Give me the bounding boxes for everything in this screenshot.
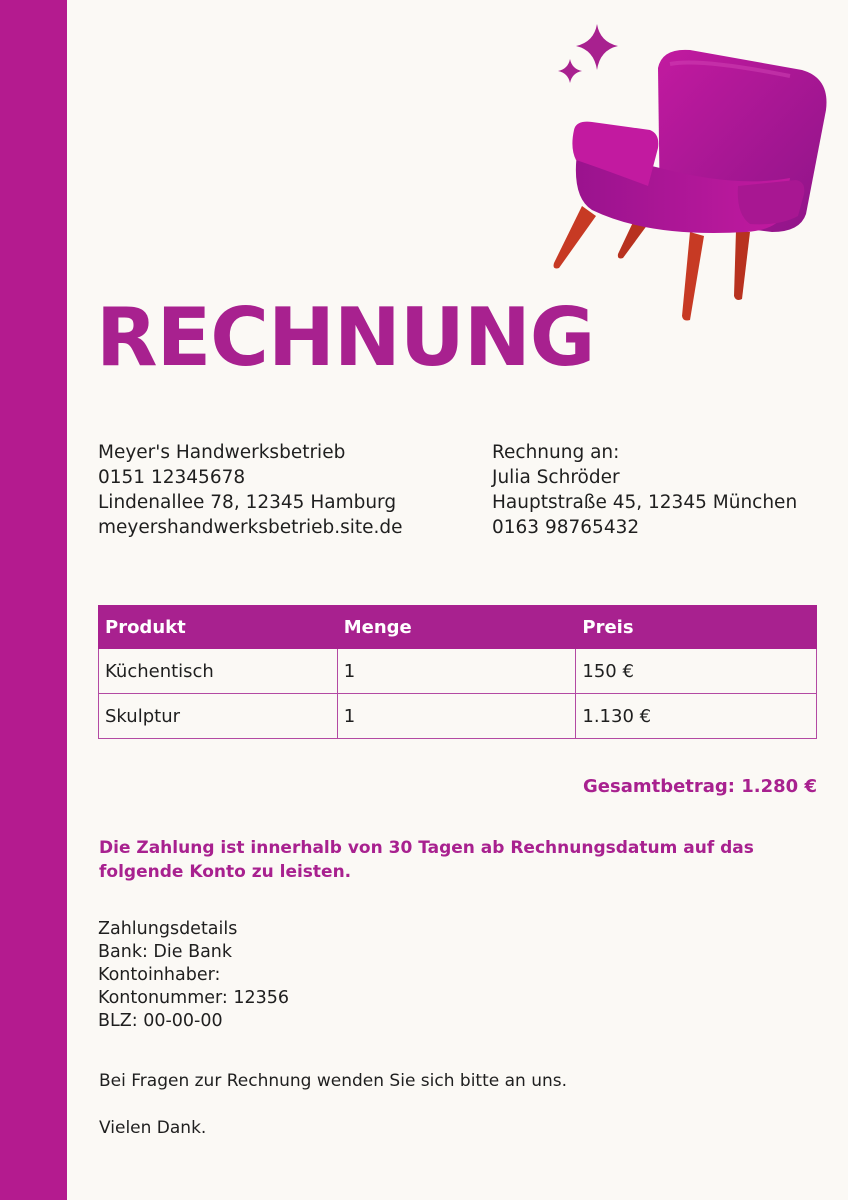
total-amount: Gesamtbetrag: 1.280 €: [583, 776, 817, 797]
table-header-row: [99, 606, 817, 649]
cell-product: Skulptur: [99, 694, 338, 739]
sender-address: Lindenallee 78, 12345 Hamburg: [98, 492, 397, 513]
armchair-icon: [554, 50, 827, 321]
armchair-illustration: [540, 18, 840, 328]
payment-terms-note: Die Zahlung ist innerhalb von 30 Tagen ab Rechnungsdatum auf das folgende Konto zu leisten.: [99, 838, 754, 882]
cell-price: 1.130 €: [576, 694, 817, 739]
table-row: [99, 649, 817, 694]
cell-price: 150 €: [576, 649, 817, 694]
recipient-phone: 0163 98765432: [492, 517, 640, 538]
invoice-title: RECHNUNG: [96, 291, 595, 384]
table-row: [99, 694, 817, 739]
column-header-quantity: Menge: [337, 606, 576, 649]
payment-account-number: Kontonummer: 12356: [98, 988, 290, 1008]
decorative-sidebar: [0, 0, 67, 1200]
column-header-price: Preis: [576, 606, 817, 649]
payment-details-block: [98, 918, 289, 1033]
cell-quantity: 1: [337, 649, 576, 694]
payment-blz: BLZ: 00-00-00: [98, 1011, 223, 1031]
sender-phone: 0151 12345678: [98, 467, 246, 488]
sender-address-block: [98, 440, 403, 540]
payment-bank: Bank: Die Bank: [98, 942, 233, 962]
sparkle-icon: [558, 24, 618, 83]
payment-holder: Kontoinhaber:: [98, 965, 221, 985]
recipient-address-block: [492, 440, 797, 540]
recipient-address: Hauptstraße 45, 12345 München: [492, 492, 798, 513]
sender-name: Meyer's Handwerksbetrieb: [98, 442, 346, 463]
recipient-name: Julia Schröder: [492, 467, 620, 488]
sender-website: meyershandwerksbetrieb.site.de: [98, 517, 403, 538]
payment-heading: Zahlungsdetails: [98, 919, 238, 939]
invoice-items-table: [98, 605, 817, 739]
cell-quantity: 1: [337, 694, 576, 739]
closing-questions: Bei Fragen zur Rechnung wenden Sie sich bitte an uns.: [99, 1071, 568, 1091]
column-header-product: Produkt: [99, 606, 338, 649]
closing-thanks: Vielen Dank.: [99, 1118, 207, 1138]
cell-product: Küchentisch: [99, 649, 338, 694]
recipient-heading: Rechnung an:: [492, 442, 620, 463]
